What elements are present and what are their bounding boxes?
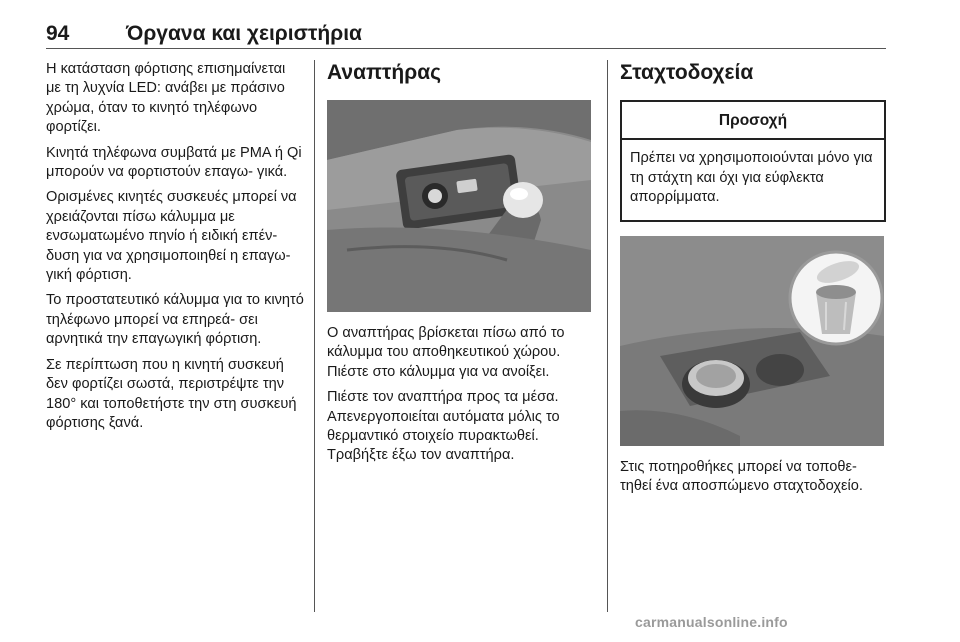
caution-title: Προσοχή <box>622 102 884 140</box>
caution-text: Πρέπει να χρησιμοποιούνται μόνο για τη στάχτη και όχι για εύφλεκτα απορρίμματα. <box>630 150 873 206</box>
watermark: carmanualsonline.info <box>635 614 788 630</box>
section-title: Όργανα και χειριστήρια <box>126 22 362 45</box>
paragraph: Κινητά τηλέφωνα συμβατά με PMA ή Qi μπορούν να φορτιστούν επαγω- γικά. <box>46 144 302 181</box>
paragraph: Ορισμένες κινητές συσκευές μπορεί να χρειάζονται πίσω κάλυμμα με ενσωματωμένο πηνίο ή ειδική επέν- δυση για να χρησιμοποιηθεί η επαγω- γική φόρτιση. <box>46 189 297 284</box>
column-cigarette-lighter <box>327 60 593 472</box>
page-header <box>46 20 886 49</box>
caution-box <box>620 100 886 222</box>
column-divider <box>607 60 608 612</box>
paragraph: Πιέστε τον αναπτήρα προς τα μέσα. Απενεργοποιείται αυτόματα μόλις το θερμαντικό στοιχείο πυρακτωθεί. Τραβήξτε έξω τον αναπτήρα. <box>327 389 560 464</box>
ashtray-cupholder-illustration <box>620 236 884 446</box>
column-wireless-charging <box>46 60 304 439</box>
heading-cigarette-lighter: Αναπτήρας <box>327 61 442 84</box>
page-number: 94 <box>46 22 70 45</box>
paragraph: Το προστατευτικό κάλυμμα για το κινητό τηλέφωνο μπορεί να επηρεά- σει αρνητικά την επαγωγική φόρτιση. <box>46 292 304 348</box>
paragraph: Ο αναπτήρας βρίσκεται πίσω από το κάλυμμα του αποθηκευτικού χώρου. Πιέστε στο κάλυμμα για να ανοίξει. <box>327 325 565 380</box>
heading-ashtrays: Σταχτοδοχεία <box>620 61 754 84</box>
column-ashtrays <box>620 60 886 502</box>
paragraph: Σε περίπτωση που η κινητή συσκευή δεν φορτίζει σωστά, περιστρέψτε την 180° και τοποθετήστε την στη συσκευή φόρτισης ξανά. <box>46 356 297 431</box>
column-divider <box>314 60 315 612</box>
cigarette-lighter-console-illustration <box>327 100 591 312</box>
paragraph: Η κατάσταση φόρτισης επισημαίνεται με τη λυχνία LED: ανάβει με πράσινο χρώμα, όταν το κινητό τηλέφωνο φορτίζει. <box>46 61 286 136</box>
paragraph: Στις ποτηροθήκες μπορεί να τοποθε- τηθεί ένα αποσπώμενο σταχτοδοχείο. <box>620 458 863 495</box>
